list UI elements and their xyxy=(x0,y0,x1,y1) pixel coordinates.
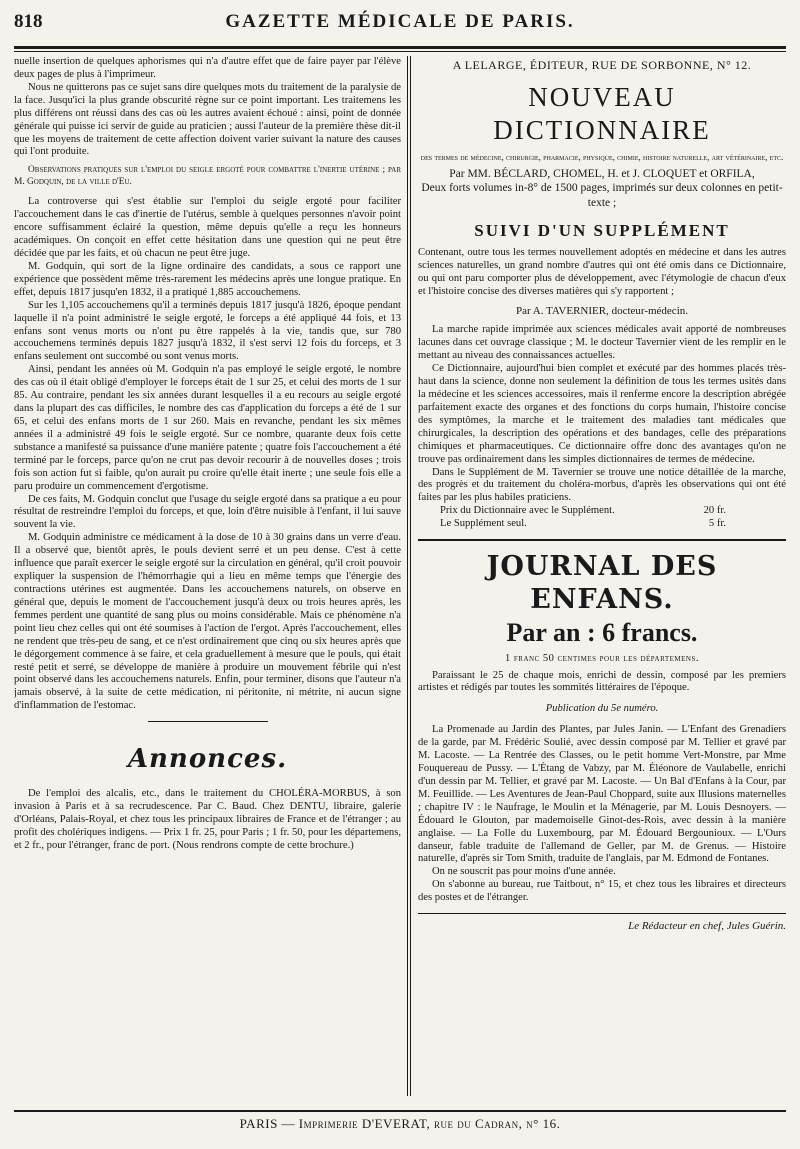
price-row xyxy=(418,518,786,531)
price-row xyxy=(418,505,786,518)
masthead xyxy=(14,10,786,44)
paragraph: De ces faits, M. Godquin conclut que l'usage du seigle ergoté dans sa pratique a eu pour résultat de restreindre l'emploi du forceps, et que, loin d'être nuisible à l'enfant, il lui sauve souvent la vie. xyxy=(14,493,401,531)
publication-number: Publication du 5e numéro. xyxy=(545,703,659,715)
imprint-line xyxy=(14,1116,786,1132)
dictionary-authors: Par MM. BÉCLARD, CHOMEL, H. et J. CLOQUET et ORFILA, xyxy=(449,167,755,180)
paragraph: La marche rapide imprimée aux sciences médicales avait apporté de nombreuses lacunes dans cet ouvrage classique ; M. le docteur Tavernier vient de les remplir en le mettant au niveau des connaissances actuelles. xyxy=(418,324,786,362)
price-label: Le Supplément seul. xyxy=(440,518,527,530)
footer-rule xyxy=(14,1110,786,1112)
column-divider xyxy=(407,56,411,1096)
section-divider xyxy=(148,721,268,722)
paragraph: La Promenade au Jardin des Plantes, par Jules Janin. — L'Enfant des Grenadiers de la garde, par M. Frédéric Soulié, avec dessin composé par M. Tellier et gravé par M. Lacoste. — La Rentrée des Classes, ou le petit homme Vert-Monstre, par Mme Fouquereau de Pussy. — L'Étang de Vabzy, par M. Éléonore de Vaulabelle, enrichi d'un dessin par M. Tellier, et gravé par M. Lacoste. — Un Bal d'Enfans à la Cour, par M. Feuillide. — Les Aventures de Jean-Paul Choppard, suite aux Illusions maternelles ; chapitre IV : le Naufrage, le Moulin et la Ménagerie, par M. Louis Desnoyers. — Édouard le Glouton, par mademoiselle Ginot-des-Rois, avec dessin à la manière anglaise. — La Folle du Luxembourg, par M. Édouard Bergounioux. — L'Ours danseur, fable traduite de l'allemand de Geller, par M. de Grenus. — Histoire naturelle, d'après sir Tom Smith, traduite de l'anglais, par M. Edmond de Fontanes. xyxy=(418,724,786,865)
paragraph: Paraissant le 25 de chaque mois, enrichi de dessin, composé par les premiers artistes et rédigés par toutes les sommités littéraires de l'époque. xyxy=(418,669,786,694)
paragraph: Nous ne quitterons pas ce sujet sans dire quelques mots du traitement de la paralysie de la face. Jusqu'ici la plus grande obscurité règne sur ce point important. Les traitemens les plus différens ont réussi dans des cas où les autres avaient échoué : ainsi, point de donnée générale qui puisse ici servir de guide au praticien ; aussi l'auteur de la première thèse dit-il que les moyens de traitement de cette affection doivent varier suivant la nature des causes qui l'ont produite. xyxy=(14,81,401,158)
publisher-line: A LELARGE, ÉDITEUR, RUE DE SORBONNE, N° 12. xyxy=(452,58,752,72)
price-label: Prix du Dictionnaire avec le Supplément. xyxy=(440,505,615,517)
supplement-heading: SUIVI D'UN SUPPLÉMENT xyxy=(474,220,730,240)
right-column xyxy=(418,56,786,1106)
page-number: 818 xyxy=(14,11,43,32)
journal-dept-price: 1 franc 50 centimes pour les départemens. xyxy=(505,652,699,664)
paragraph: Dans le Supplément de M. Tavernier se trouve une notice détaillée de la marche, des progrès et du traitement du choléra-morbus, d'après les observations qui ont été faites par les plus habiles praticiens. xyxy=(418,466,786,504)
page-title: GAZETTE MÉDICALE DE PARIS. xyxy=(225,11,575,32)
paragraph: nuelle insertion de quelques aphorismes qui n'a d'autre effet que de faire payer par l'élève deux pages de plus à l'imprimeur. xyxy=(14,56,401,80)
imprint-printer: Imprimerie D'EVERAT, xyxy=(298,1116,431,1131)
paragraph: On s'abonne au bureau, rue Taitbout, n° 15, et chez tous les libraires et directeurs des postes et de l'étranger. xyxy=(418,879,786,904)
section-divider xyxy=(418,539,786,541)
section-divider xyxy=(418,913,786,914)
annonces-heading: Annonces. xyxy=(127,744,288,775)
newspaper-page xyxy=(14,10,786,1140)
paragraph: Ainsi, pendant les années où M. Godquin n'a pas employé le seigle ergoté, le nombre des cas où il était obligé d'employer le forceps était de 1 sur 25, et celui des morts de 1 sur 85. Au contraire, pendant les six années durant lesquelles il a eu recours au seigle ergoté dans la plupart des cas difficiles, le nombre des cas d'application du forceps a été de 1 sur 65, et celui des enfans morts de 1 sur 260. Mais en revanche, pendant les six mêmes années il a administré 49 fois le seigle ergoté. Sur ce nombre, quarante deux fois cette substance a manifesté sa puissance d'une manière patente ; quatre fois l'accouchement a été terminé par le forceps, parce qu'on ne crut pas devoir recourir à de nouvelles doses ; trois fois son action fut si faible, qu'on aurait pu croire qu'elle était inerte ; une seule fois elle a paru produire un commencement d'ergotisme. xyxy=(14,364,401,492)
paragraph: La controverse qui s'est établie sur l'emploi du seigle ergoté pour faciliter l'accouchement dans le cas d'inertie de l'utérus, semble à quelques personnes n'avoir point encore suffisamment éclairé la question, même depuis qu'elle a reçu les honneurs académiques. On conçoit en effet cette hésitation dans une question qui ne peut être décidée que par les faits, et où chacun ne peut être juge. xyxy=(14,196,401,259)
imprint-city: PARIS — xyxy=(239,1116,296,1131)
article-heading: Observations pratiques sur l'emploi du seigle ergoté pour combattre l'inertie utérine ; par M. Godquin, de la ville d'Eu. xyxy=(14,165,401,187)
dictionary-title: NOUVEAU DICTIONNAIRE xyxy=(493,81,711,145)
supplement-byline: Par A. TAVERNIER, docteur-médecin. xyxy=(515,304,688,317)
columns xyxy=(14,56,786,1106)
dictionary-subtitle: des termes de médecine, chirurgie, pharmacie, physique, chimie, histoire naturelle, art vétérinaire, etc. xyxy=(420,151,784,162)
editor-signature: Le Rédacteur en chef, Jules Guérin. xyxy=(628,920,786,933)
paragraph: Contenant, outre tous les termes nouvellement adoptés en médecine et dans les autres sciences naturelles, un grand nombre d'autres qui ont été omis dans ce Dictionnaire, ou qui ont paru comporter plus de développement, avec l'étymologie de chacun d'eux et l'histoire concise des diverses matières qui s'y rapportent ; xyxy=(418,247,786,298)
paragraph: Sur les 1,105 accouchemens qu'il a terminés depuis 1817 jusqu'à 1826, époque pendant laquelle il n'a point administré le seigle ergoté, le forceps a été appliqué 44 fois, et 13 enfans sont venus morts ou n'ont pu être rappelés à la vie, tandis que, sur 780 accouchemens terminés depuis 1827 jusqu'à 1832, il s'est servi 12 fois du forceps, et 3 enfans seulement ont succombé ou sont venus morts. xyxy=(14,299,401,363)
paragraph: Ce Dictionnaire, aujourd'hui bien complet et exécuté par des hommes placés très-haut dans la science, donne non seulement la définition de tous les termes usités dans la médecine et les sciences accessoires, mais il renferme encore la description abrégée parfaitement exacte des organes et des fonctions du corps humain, l'histoire concise des symptômes, la marche et le traitement des maladies tant médicales que chirurgicales, la description des opérations et des bandages, celle des préparations chimiques et pharmaceutiques. Ce dictionnaire offre donc des avantages qu'on ne trouve pas ordinairement dans les simples dictionnaires de termes de médecine. xyxy=(418,363,786,465)
imprint-address: rue du Cadran, n° 16. xyxy=(433,1116,561,1131)
dictionary-volumes: Deux forts volumes in-8° de 1500 pages, imprimés sur deux colonnes en petit-texte ; xyxy=(421,181,783,209)
journal-price: Par an : 6 francs. xyxy=(506,617,698,647)
price-value: 20 fr. xyxy=(703,505,726,517)
price-value: 5 fr. xyxy=(708,518,726,530)
paragraph: M. Godquin, qui sort de la ligne ordinaire des candidats, a sous ce rapport une expérience que possèdent même très-rarement les médecins après une longue pratique. En effet, depuis 1817 jusqu'en 1832, il a pratiqué 1,885 accouchemens. xyxy=(14,260,401,298)
paragraph: On ne souscrit pas pour moins d'une année. xyxy=(432,866,616,878)
header-rule xyxy=(14,46,786,52)
annonce-text: De l'emploi des alcalis, etc., dans le traitement du CHOLÉRA-MORBUS, à son invasion à Paris et à sa recrudescence. Par C. Baud. Chez DENTU, libraire, galerie d'Orléans, Palais-Royal, et chez tous les principaux libraires de France et de l'étranger ; au profit des cholériques indigens. — Prix 1 fr. 25, pour Paris ; 1 fr. 50, pour les départemens, et 2 fr., pour l'étranger, franc de port. (Nous rendrons compte de cette brochure.) xyxy=(14,787,401,851)
paragraph: M. Godquin administre ce médicament à la dose de 10 à 30 grains dans un verre d'eau. Il a observé que, bientôt après, le pouls devient serré et un peu dense. C'est à cette influence que paraît exercer le seigle ergoté sur la circulation en général, qu'il croit pouvoir expliquer la suspension de l'hémorrhagie qui a lieu en même temps que l'énergie des contractions utérines est augmentée. Dans les accouchemens naturels, on observe en général que, depuis le moment de l'accouchement jusqu'à deux ou trois heures après, les femmes perdent une quantité de sang plus ou moins considérable. Mais ce phénomène n'a point lieu chez celles qui ont été soumises à l'action de l'ergot. Après l'accouchement, elles ne rendent que très-peu de sang, et ce n'est ordinairement que cinq ou six heures après que le dégorgement commence à se faire, et cela graduellement à mesure que le pouls, qui était resté petit et serré, se développe de manière à produire un mouvement fébrile qui n'est point observé dans les accouchemens naturels. Enfin, pour terminer, disons que l'auteur n'a jamais observé, à la suite de cette médication, ni péritonite, ni métrite, ni aucun signe d'inflammation de l'estomac. xyxy=(14,532,401,712)
journal-title: JOURNAL DES ENFANS. xyxy=(486,551,718,616)
left-column xyxy=(14,56,401,1106)
footer xyxy=(14,1110,786,1132)
